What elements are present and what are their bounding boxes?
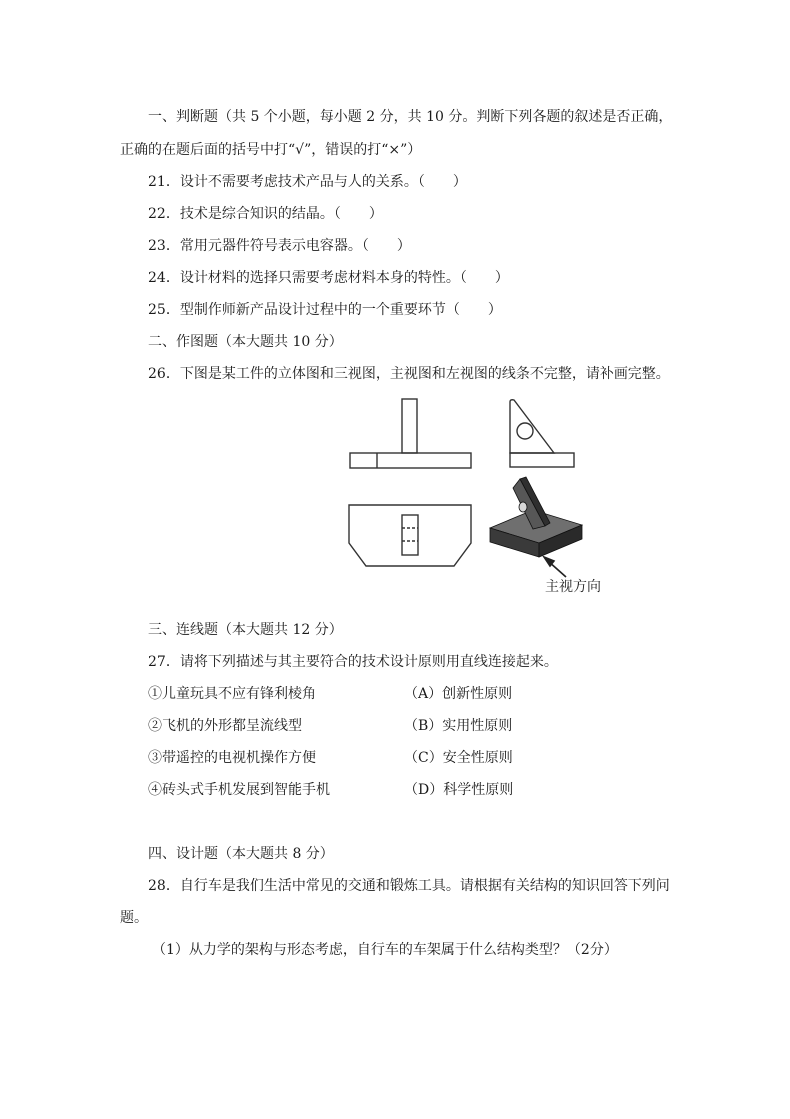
question-28-sub1: （1）从力学的架构与形态考虑，自行车的车架属于什么结构类型？（2分）	[152, 942, 618, 958]
right-item-d: （D）科学性原则	[404, 782, 514, 798]
section1-heading-line1: 一、判断题（共 5 个小题，每小题 2 分，共 10 分。判断下列各题的叙述是否正确，	[148, 109, 673, 125]
question-23: 23．常用元器件符号表示电容器。（ ）	[148, 238, 411, 254]
question-21: 21．设计不需要考虑技术产品与人的关系。（ ）	[148, 174, 467, 190]
left-item-1: ①儿童玩具不应有锋利棱角	[148, 686, 316, 702]
right-item-b: （B）实用性原则	[404, 718, 513, 734]
left-item-3: ③带遥控的电视机操作方便	[148, 750, 316, 766]
figure-caption: 主视方向	[545, 579, 601, 595]
section4-heading: 四、设计题（本大题共 8 分）	[148, 846, 334, 862]
right-item-a: （A）创新性原则	[404, 686, 513, 702]
question-22: 22．技术是综合知识的结晶。（ ）	[148, 206, 383, 222]
question-27: 27．请将下列描述与其主要符合的技术设计原则用直线连接起来。	[148, 654, 558, 670]
arrow-icon	[544, 557, 566, 577]
question-28-line2: 题。	[120, 910, 148, 926]
question-25: 25．型制作师新产品设计过程中的一个重要环节（ ）	[148, 302, 502, 318]
section1-heading-line2: 正确的在题后面的括号中打“√”，错误的打“×”）	[120, 142, 422, 158]
right-item-c: （C）安全性原则	[404, 750, 513, 766]
section2-heading: 二、作图题（本大题共 10 分）	[148, 334, 343, 350]
question-26: 26．下图是某工件的立体图和三视图，主视图和左视图的线条不完整，请补画完整。	[148, 366, 670, 382]
isometric-part-image	[490, 477, 582, 557]
left-item-4: ④砖头式手机发展到智能手机	[148, 782, 330, 798]
three-view-figure	[340, 395, 620, 605]
question-28-line1: 28．自行车是我们生活中常见的交通和锻炼工具。请根据有关结构的知识回答下列问	[148, 878, 670, 894]
question-24: 24．设计材料的选择只需要考虑材料本身的特性。（ ）	[148, 270, 509, 286]
front-view	[350, 399, 471, 468]
section3-heading: 三、连线题（本大题共 12 分）	[148, 622, 343, 638]
left-item-2: ②飞机的外形都呈流线型	[148, 718, 302, 734]
left-view	[510, 400, 574, 467]
top-view	[349, 505, 471, 566]
